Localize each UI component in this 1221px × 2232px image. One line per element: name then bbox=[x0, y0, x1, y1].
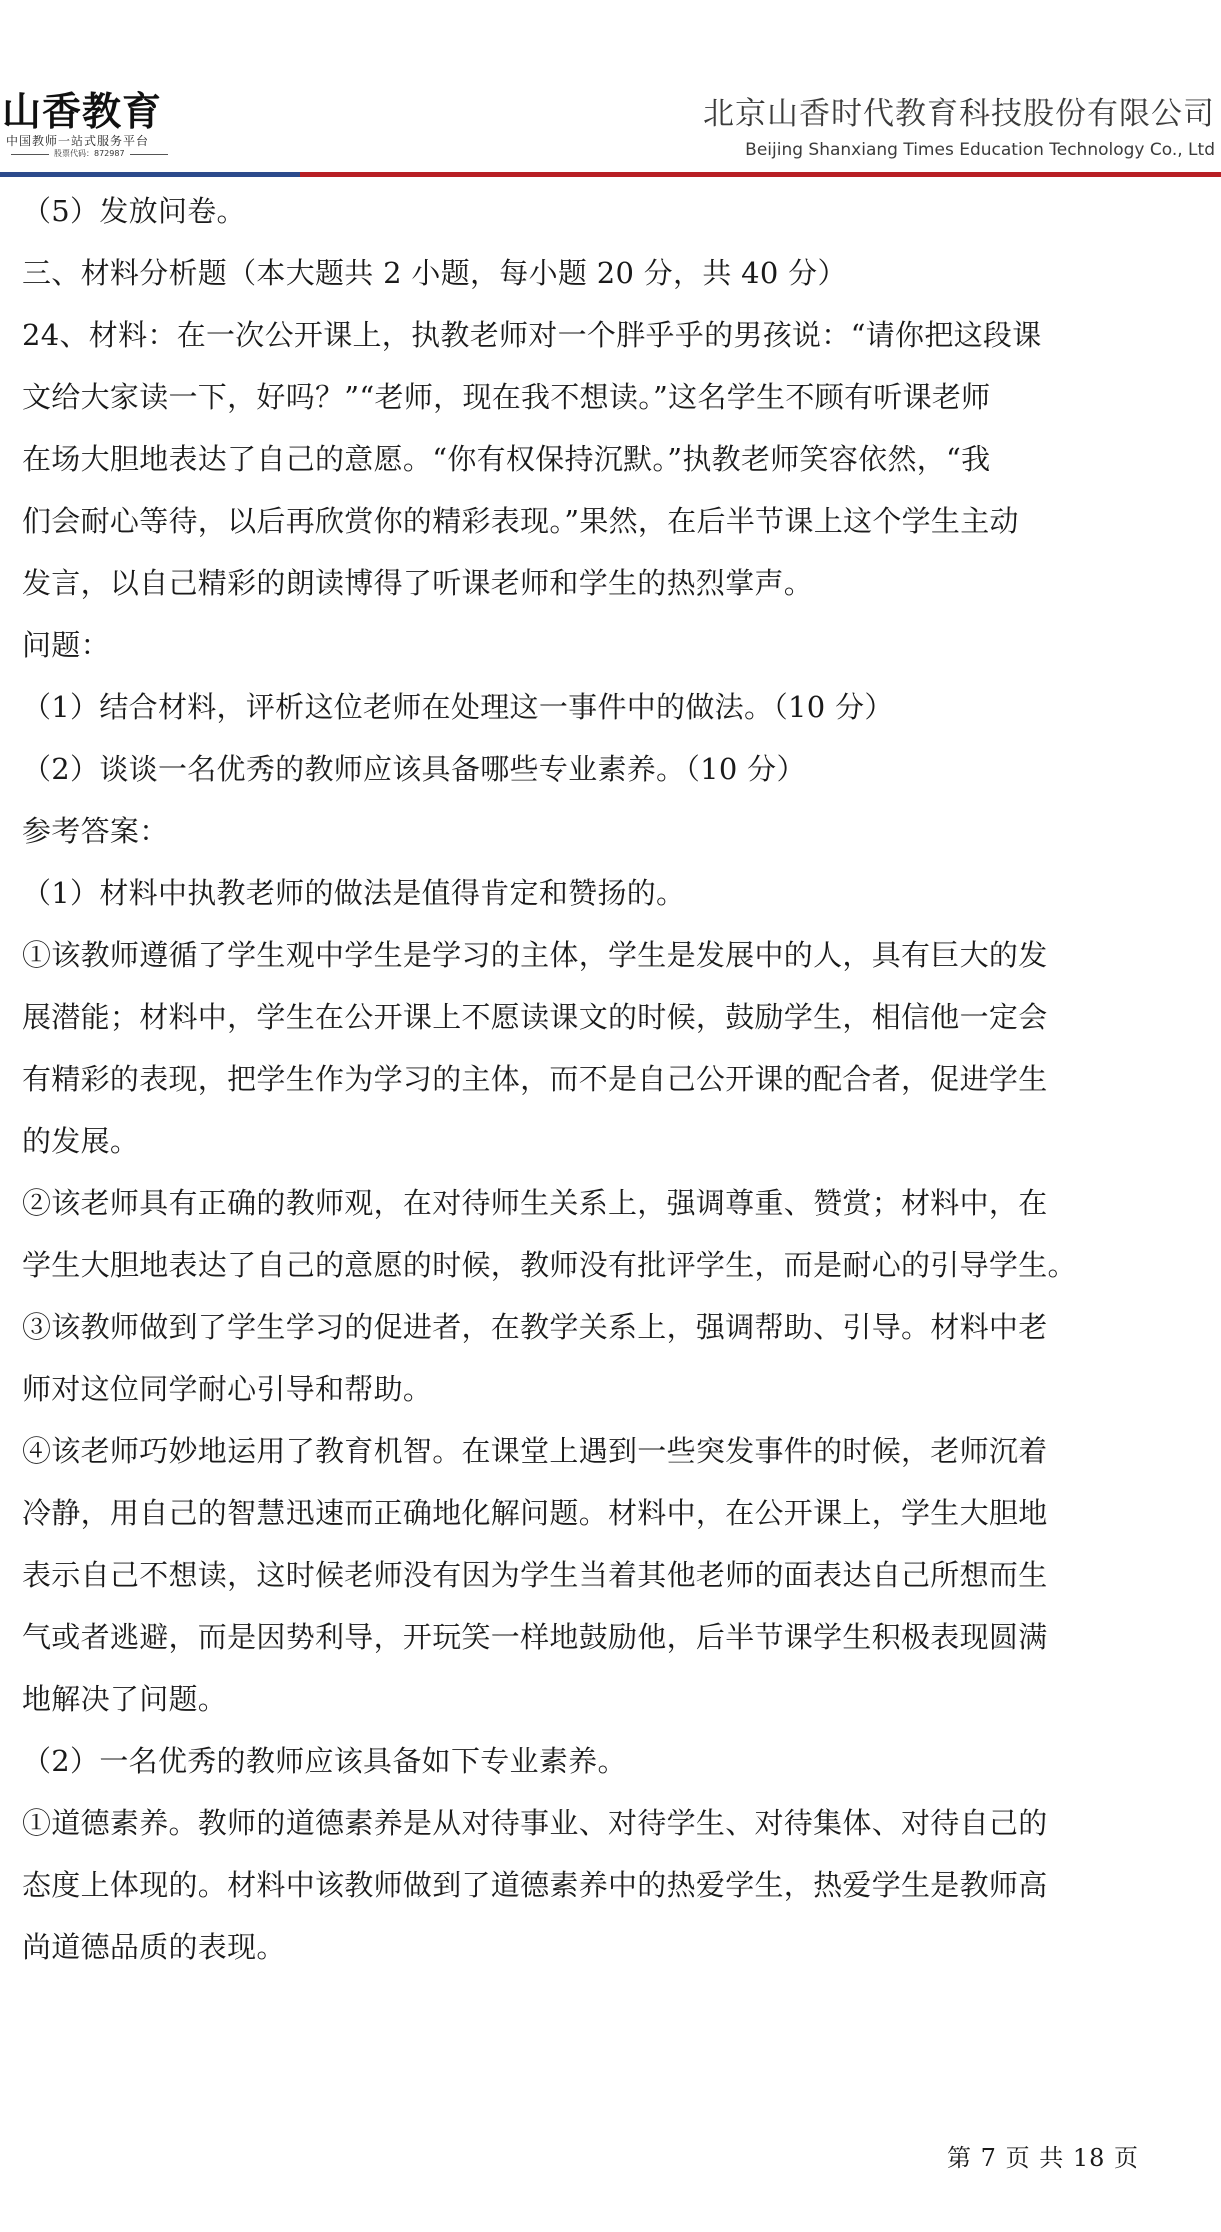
header-divider-red bbox=[300, 172, 1221, 177]
text-line: 地解决了问题。 bbox=[22, 1682, 228, 1716]
text-line: 态度上体现的。材料中该教师做到了道德素养中的热爱学生，热爱学生是教师高 bbox=[22, 1868, 1048, 1902]
text-line: 文给大家读一下，好吗？”“老师，现在我不想读。”这名学生不顾有听课老师 bbox=[22, 380, 991, 414]
text-line: 的发展。 bbox=[22, 1124, 140, 1158]
company-name-cn: 北京山香时代教育科技股份有限公司 bbox=[703, 96, 1215, 132]
text-line: 展潜能；材料中，学生在公开课上不愿读课文的时候，鼓励学生，相信他一定会 bbox=[22, 1000, 1048, 1034]
page-number: 第 7 页 共 18 页 bbox=[947, 2144, 1139, 2172]
text-line: （2）一名优秀的教师应该具备如下专业素养。 bbox=[22, 1744, 627, 1778]
text-line: 发言，以自己精彩的朗读博得了听课老师和学生的热烈掌声。 bbox=[22, 566, 814, 600]
logo-rule-left bbox=[11, 154, 49, 155]
logo-stock-code-text: 股票代码：872987 bbox=[54, 149, 125, 158]
text-line: （2）谈谈一名优秀的教师应该具备哪些专业素养。（10 分） bbox=[22, 752, 806, 786]
logo-tagline: 中国教师一站式服务平台 bbox=[6, 134, 150, 148]
logo-stock-code bbox=[0, 148, 185, 160]
text-line: 尚道德品质的表现。 bbox=[22, 1930, 286, 1964]
logo bbox=[0, 92, 185, 160]
company-name bbox=[703, 94, 1215, 162]
text-line: 冷静，用自己的智慧迅速而正确地化解问题。材料中，在公开课上，学生大胆地 bbox=[22, 1496, 1048, 1530]
text-line: （1）结合材料，评析这位老师在处理这一事件中的做法。（10 分） bbox=[22, 690, 894, 724]
document-body bbox=[22, 180, 1137, 1978]
page-header bbox=[0, 0, 1221, 180]
text-line: 气或者逃避，而是因势利导，开玩笑一样地鼓励他，后半节课学生积极表现圆满 bbox=[22, 1620, 1048, 1654]
text-line: （1）材料中执教老师的做法是值得肯定和赞扬的。 bbox=[22, 876, 686, 910]
text-line: ②该老师具有正确的教师观，在对待师生关系上，强调尊重、赞赏；材料中，在 bbox=[22, 1186, 1048, 1220]
logo-main-text: 山香教育 bbox=[2, 90, 163, 135]
text-line: 在场大胆地表达了自己的意愿。“你有权保持沉默。”执教老师笑容依然，“我 bbox=[22, 442, 991, 476]
company-name-en: Beijing Shanxiang Times Education Technology Co., Ltd bbox=[745, 140, 1215, 160]
text-line: 问题： bbox=[22, 628, 110, 662]
text-line: ④该老师巧妙地运用了教育机智。在课堂上遇到一些突发事件的时候，老师沉着 bbox=[22, 1434, 1048, 1468]
text-line: 表示自己不想读，这时候老师没有因为学生当着其他老师的面表达自己所想而生 bbox=[22, 1558, 1048, 1592]
header-divider bbox=[0, 172, 1221, 177]
text-line: （5）发放问卷。 bbox=[22, 194, 246, 228]
text-line: 们会耐心等待，以后再欣赏你的精彩表现。”果然，在后半节课上这个学生主动 bbox=[22, 504, 1019, 538]
text-line: ③该教师做到了学生学习的促进者，在教学关系上，强调帮助、引导。材料中老 bbox=[22, 1310, 1048, 1344]
text-line: ①该教师遵循了学生观中学生是学习的主体，学生是发展中的人，具有巨大的发 bbox=[22, 938, 1048, 972]
text-line: ①道德素养。教师的道德素养是从对待事业、对待学生、对待集体、对待自己的 bbox=[22, 1806, 1048, 1840]
text-line: 师对这位同学耐心引导和帮助。 bbox=[22, 1372, 433, 1406]
text-line: 参考答案： bbox=[22, 814, 169, 848]
text-line: 24、材料：在一次公开课上，执教老师对一个胖乎乎的男孩说：“请你把这段课 bbox=[22, 318, 1042, 352]
section-heading: 三、材料分析题（本大题共 2 小题，每小题 20 分，共 40 分） bbox=[22, 256, 847, 290]
text-line: 有精彩的表现，把学生作为学习的主体，而不是自己公开课的配合者，促进学生 bbox=[22, 1062, 1048, 1096]
logo-rule-right bbox=[130, 154, 168, 155]
text-line: 学生大胆地表达了自己的意愿的时候，教师没有批评学生，而是耐心的引导学生。 bbox=[22, 1248, 1077, 1282]
header-divider-blue bbox=[0, 172, 300, 177]
